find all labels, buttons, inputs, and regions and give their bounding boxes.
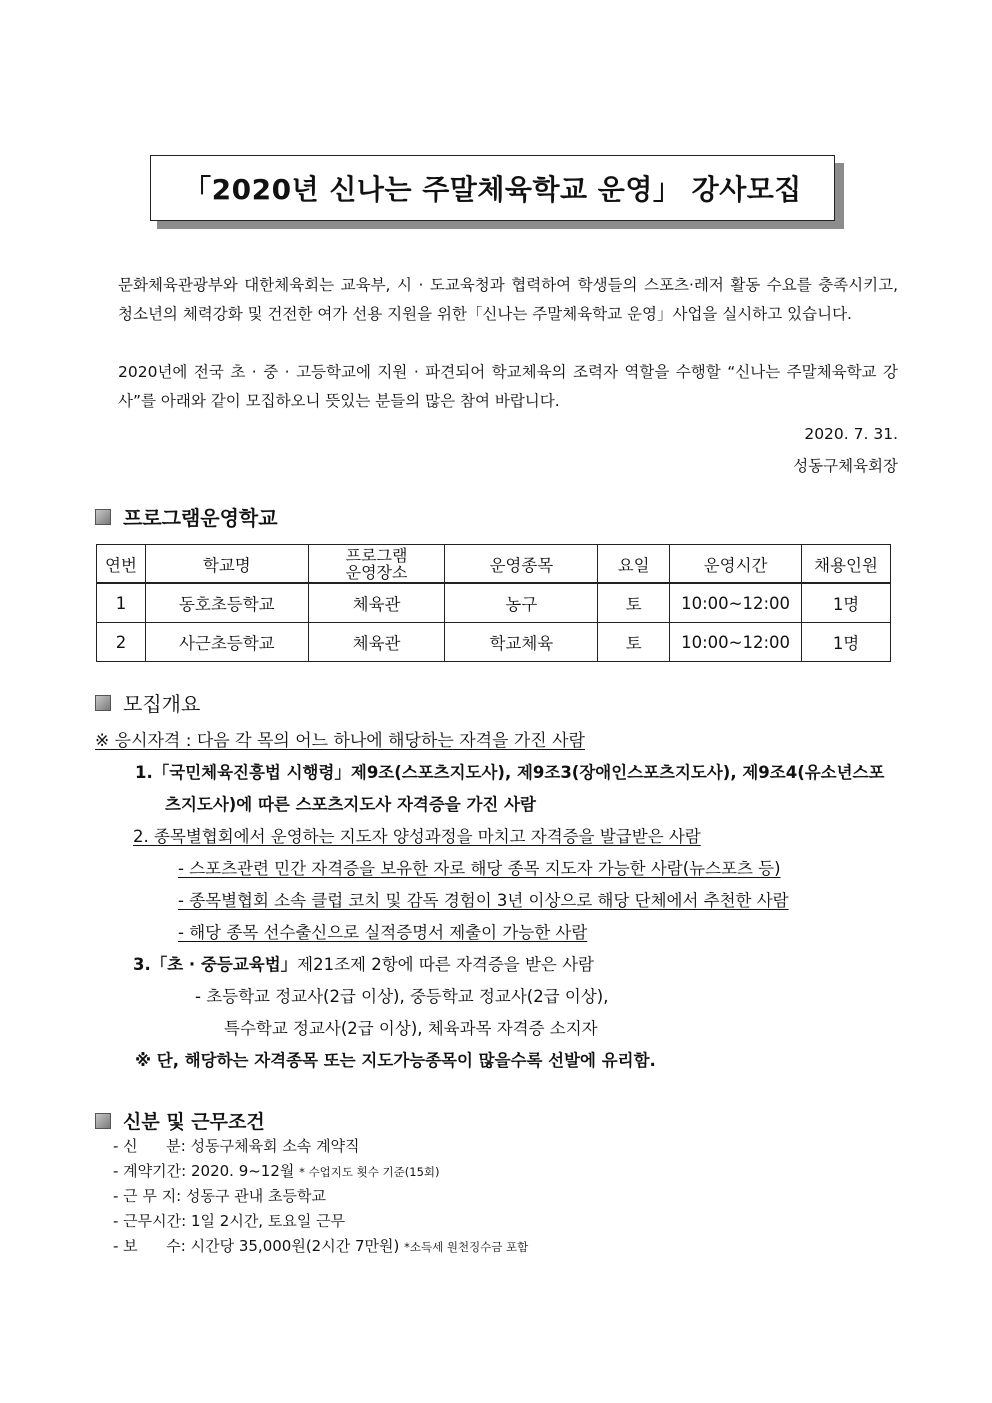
table-cell: 학교체육 [445,623,598,662]
condition-value: 2020. 9~12월 [190,1162,295,1180]
table-cell: 농구 [445,583,598,623]
section-employment-conditions [95,1107,265,1134]
table-cell: 사근초등학교 [145,623,308,662]
condition-value: 성동구 관내 초등학교 [186,1187,326,1205]
square-bullet-icon [95,1113,111,1129]
section-program-schools [95,502,278,531]
intro-paragraph-2 [118,358,898,416]
table-header-row [97,545,891,584]
condition-label: - 근무시간: [113,1212,187,1230]
qualification-item-2-sub-3: - 해당 종목 선수출신으로 실적증명서 제출이 가능한 사람 [178,923,588,942]
header-cell: 운영종목 [445,545,598,584]
header-cell-line: 프로그램 [345,545,408,565]
table-cell: 토 [598,623,670,662]
condition-value: 시간당 35,000원(2시간 7만원) [190,1237,400,1255]
header-cell-line: 운영장소 [345,562,408,582]
announcement-date: 2020. 7. 31. [804,425,898,443]
condition-label: - 신 분: [113,1137,186,1155]
section-heading: 모집개요 [123,692,201,716]
program-table [96,544,891,662]
table-cell: 1 [97,583,146,623]
header-cell: 연번 [97,545,146,584]
section-recruitment-overview [95,688,200,717]
qualification-item-2: 2. 종목별협회에서 운영하는 지도자 양성과정을 마치고 자격증을 발급받은 사람 [133,827,701,846]
table-row [97,583,891,623]
table-cell: 토 [598,583,670,623]
qualification-item-1-cont: 츠지도사)에 따른 스포츠지도사 자격증을 가진 사람 [165,795,536,814]
header-cell: 학교명 [145,545,308,584]
section-heading: 프로그램운영학교 [123,506,278,530]
page-title: 「2020년 신나는 주말체육학교 운영」 강사모집 [150,155,835,221]
qualification-item-3-sub-1: - 초등학교 정교사(2급 이상), 중등학교 정교사(2급 이상), [195,987,609,1006]
intro-text-1: 문화체육관광부와 대한체육회는 교육부, 시 · 도교육청과 협력하여 학생들의 스포츠·레저 활동 수요를 충족시키고, 청소년의 체력강화 및 건전한 여가 선용 지원을 위한「신나는 주말체육학교 운영」사업을 실시하고 있습니다. [118,276,898,323]
table-cell: 2 [97,623,146,662]
header-cell: 운영시간 [670,545,802,584]
square-bullet-icon [95,695,111,711]
table-cell: 체육관 [308,623,445,662]
condition-label: - 계약기간: [113,1162,187,1180]
table-cell: 10:00~12:00 [670,623,802,662]
condition-contract-period [113,1161,439,1182]
header-cell: 채용인원 [802,545,891,584]
section-heading: 신분 및 근무조건 [123,1111,265,1133]
condition-value: 1일 2시간, 토요일 근무 [190,1212,346,1230]
issuer-name: 성동구체육회장 [793,457,898,475]
table-cell: 1명 [802,623,891,662]
qualification-title: ※ 응시자격 : 다음 각 목의 어느 하나에 해당하는 자격을 가진 사람 [95,731,585,751]
condition-pay [113,1236,528,1257]
condition-label: - 보 수: [113,1237,186,1255]
condition-note: *소득세 원천징수금 포함 [404,1240,529,1254]
qualification-item-1: 1.「국민체육진흥법 시행령」제9조(스포츠지도사), 제9조3(장애인스포츠지도사), 제9조4(유소년스포 [135,763,885,782]
table-cell: 체육관 [308,583,445,623]
qualification-item-3-law: 3.「초 · 중등교육법」 [133,955,298,974]
condition-workplace [113,1186,326,1206]
header-cell [308,545,445,584]
table-row [97,623,891,662]
qualification-item-3-sub-2: 특수학교 정교사(2급 이상), 체육과목 자격증 소지자 [224,1019,598,1038]
condition-work-hours [113,1211,345,1231]
qualification-item-3 [133,954,594,976]
square-bullet-icon [95,509,111,525]
condition-value: 성동구체육회 소속 계약직 [190,1137,360,1155]
condition-note: * 수업지도 횟수 기준(15회) [299,1165,440,1179]
condition-status [113,1136,360,1156]
qualification-item-3-text: 제21조제 2항에 따른 자격증을 받은 사람 [297,955,594,974]
table-cell: 1명 [802,583,891,623]
condition-label: - 근 무 지: [113,1187,182,1205]
intro-paragraph-1 [118,271,898,329]
qualification-item-2-sub-1: - 스포츠관련 민간 자격증을 보유한 자로 해당 종목 지도자 가능한 사람(뉴스포츠 등) [178,859,781,878]
table-cell: 동호초등학교 [145,583,308,623]
qualification-note: ※ 단, 해당하는 자격종목 또는 지도가능종목이 많을수록 선발에 유리함. [135,1051,656,1070]
qualification-item-2-sub-2: - 종목별협회 소속 클럽 코치 및 감독 경험이 3년 이상으로 해당 단체에서 추천한 사람 [178,891,789,910]
table-cell: 10:00~12:00 [670,583,802,623]
intro-text-2: 2020년에 전국 초 · 중 · 고등학교에 지원 · 파견되어 학교체육의 조력자 역할을 수행할 “신나는 주말체육학교 강사”를 아래와 같이 모집하오니 뜻있는 분들의 많은 참여 바랍니다. [118,363,898,410]
header-cell: 요일 [598,545,670,584]
